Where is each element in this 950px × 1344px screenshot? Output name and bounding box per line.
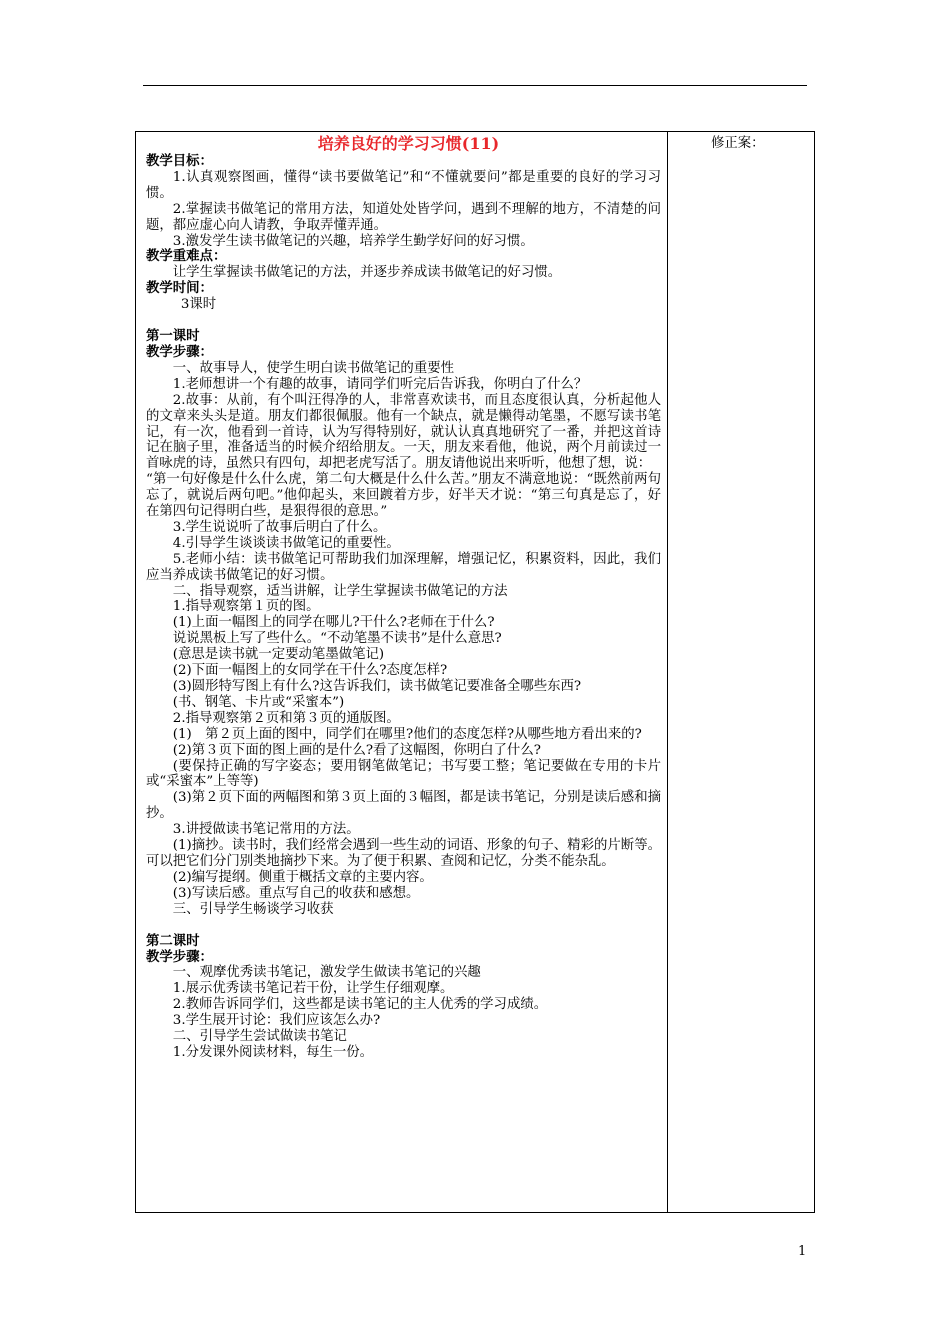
time-value: 3课时	[180, 297, 217, 313]
step-text: (要保持正确的写字姿态；要用钢笔做笔记；书写要工整；笔记要做在专用的卡片或“采蜜本”上等等)	[146, 758, 661, 790]
step-text: (书、钢笔、卡片或“采蜜本”)	[172, 694, 345, 710]
objective-item: 1.认真观察图画，懂得“读书要做笔记”和“不懂就要问”都是重要的良好的学习习惯。	[146, 169, 661, 201]
step-text: (3)写读后感。重点写自己的收获和感想。	[172, 885, 420, 901]
page-number: 1	[798, 1244, 807, 1259]
step-text: 1.指导观察第１页的图。	[172, 599, 320, 615]
objective-item: 2.掌握读书做笔记的常用方法，知道处处皆学问，遇到不理解的地方，不清楚的问题，都应虚心向人请教，争取弄懂弄通。	[146, 201, 661, 233]
revision-label: 修正案：	[711, 136, 765, 151]
lesson-plan-table	[135, 131, 815, 1213]
lesson-content-column	[146, 134, 661, 1061]
step-text: 3.讲授做读书笔记常用的方法。	[172, 822, 360, 838]
step-text: (1) 第２页上面的图中，同学们在哪里?他们的态度怎样?从哪些地方看出来的?	[172, 726, 642, 742]
column-divider	[667, 132, 668, 1212]
objectives-heading: 教学目标：	[146, 153, 213, 169]
steps-heading: 教学步骤：	[146, 948, 213, 965]
story-text: “第一句好像是什么什么虎，第二句大概是什么什么苦。”朋友不满意地说：“既然前两句忘了，就说后两句吧。”他仰起头，来回踱着方步，好半天才说：“第三句真是忘了，好在第四句记得明白些，是狠得很的意思。”	[146, 472, 661, 520]
objective-item: 3.激发学生读书做笔记的兴趣，培养学生勤学好问的好习惯。	[172, 233, 534, 249]
key-points-heading: 教学重难点：	[146, 248, 227, 265]
step-text: 2.指导观察第２页和第３页的通版图。	[172, 710, 400, 726]
steps-heading: 教学步骤：	[146, 343, 213, 360]
step-text: (2)编写提纲。侧重于概括文章的主要内容。	[172, 869, 433, 885]
step-text: 1.展示优秀读书笔记若干份，让学生仔细观摩。	[172, 981, 454, 997]
header-rule	[143, 85, 807, 86]
step-text: (2)下面一幅图上的女同学在干什么?态度怎样?	[172, 663, 448, 679]
step-text: 说说黑板上写了些什么。“不动笔墨不读书”是什么意思?	[172, 631, 502, 647]
step-text: 一、观摩优秀读书笔记，激发学生做读书笔记的兴趣	[172, 965, 481, 981]
lesson1-heading: 第一课时	[146, 328, 200, 345]
step-text: 一、故事导人，使学生明白读书做笔记的重要性	[172, 360, 454, 376]
step-text: 1.老师想讲一个有趣的故事，请同学们听完后告诉我，你明白了什么？	[172, 376, 588, 392]
step-text: 3.学生说说听了故事后明白了什么。	[172, 519, 387, 535]
key-points-text: 让学生掌握读书做笔记的方法，并逐步养成读书做笔记的好习惯。	[172, 265, 562, 281]
step-text: (3)圆形特写图上有什么?这告诉我们，读书做笔记要准备全哪些东西?	[172, 679, 582, 694]
step-text: 2.教师告诉同学们，这些都是读书笔记的主人优秀的学习成绩。	[172, 997, 548, 1013]
document-title: 培养良好的学习习惯(11)	[317, 134, 500, 153]
step-text: 1.分发课外阅读材料，每生一份。	[172, 1044, 374, 1060]
story-text: 2.故事：从前，有个叫汪得净的人，非常喜欢读书，而且态度很认真，分析起他人的文章来头头是道。朋友们都很佩服。他有一个缺点，就是懒得动笔墨，不愿写读书笔记，有一次，他看到一首诗，认为写得特别好，就认认真真地研究了一番，并把这首诗记在脑子里，准备适当的时候介绍给朋友。一天，朋友来看他，他说，两个月前读过一首咏虎的诗，虽然只有四句，却把老虎写活了。朋友请他说出来听听，他想了想，说：	[146, 392, 661, 472]
step-text: 三、引导学生畅谈学习收获	[172, 901, 334, 917]
lesson2-heading: 第二课时	[146, 932, 200, 949]
step-text: (1)摘抄。读书时，我们经常会遇到一些生动的词语、形象的句子、精彩的片断等。可以把它们分门别类地摘抄下来。为了便于积累、查阅和记忆，分类不能杂乱。	[146, 838, 661, 869]
step-text: (2)第３页下面的图上画的是什么?看了这幅图，你明白了什么?	[172, 742, 541, 758]
step-text: 4.引导学生谈谈读书做笔记的重要性。	[172, 535, 400, 551]
step-text: (3)第２页下面的两幅图和第３页上面的３幅图，都是读书笔记，分别是读后感和摘抄。	[146, 790, 661, 822]
step-text: 二、引导学生尝试做读书笔记	[172, 1029, 347, 1045]
time-heading: 教学时间：	[146, 280, 213, 297]
step-text: 二、指导观察，适当讲解，让学生掌握读书做笔记的方法	[172, 583, 508, 599]
step-text: 3.学生展开讨论：我们应该怎么办?	[172, 1013, 381, 1029]
revision-column	[711, 136, 811, 152]
step-text: (1)上面一幅图上的同学在哪儿?干什么?老师在于什么?	[172, 615, 495, 631]
step-text: (意思是读书就一定要动笔墨做笔记)	[172, 647, 385, 663]
step-text: 5.老师小结：读书做笔记可帮助我们加深理解，增强记忆，积累资料，因此，我们应当养成读书做笔记的好习惯。	[146, 551, 661, 583]
